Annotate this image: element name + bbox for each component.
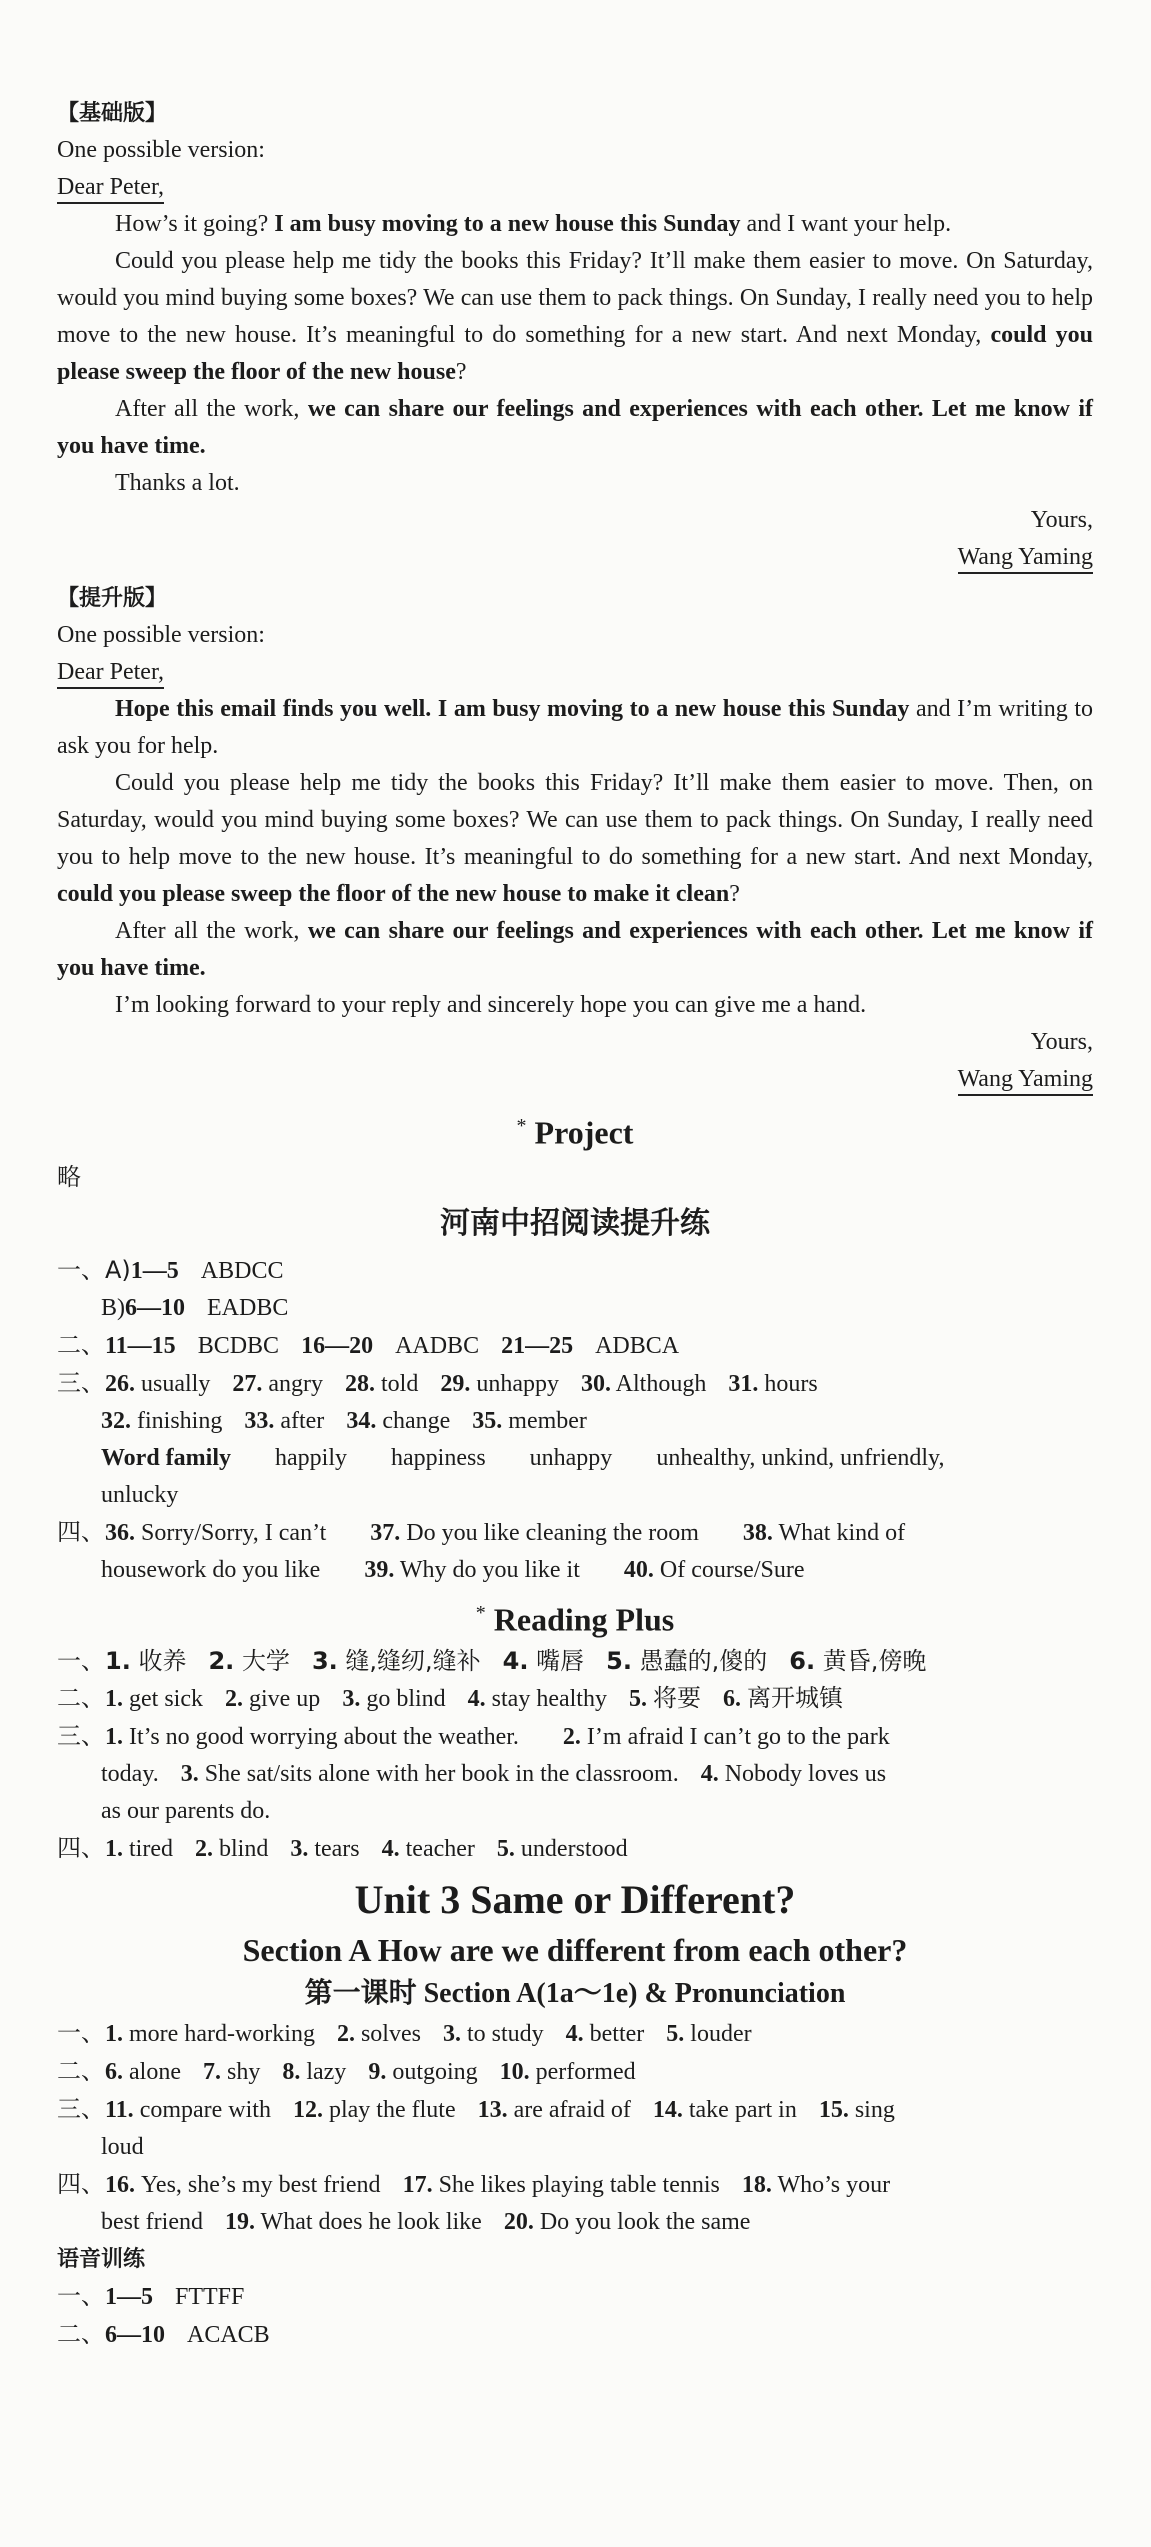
answer-row: 一、1—5 FTTFF (57, 2282, 245, 2311)
answer-row: 三、11. compare with 12. play the flute 13. are afraid of 14. take part in 15. sing (57, 2095, 895, 2124)
answer-row: 二、1. get sick 2. give up 3. go blind 4. stay healthy 5. 将要 6. 离开城镇 (57, 1684, 843, 1713)
section-title: Section A How are we different from each other? (242, 1932, 908, 1969)
closing: Yours, (1030, 1029, 1093, 1055)
version-intro: One possible version: (57, 137, 265, 163)
answer-row: today. 3. She sat/sits alone with her book in the classroom. 4. Nobody loves us (101, 1761, 887, 1788)
salutation (57, 654, 1093, 691)
version-tag-advanced: 【提升版】 (57, 586, 168, 611)
answer-row: as our parents do. (101, 1798, 271, 1825)
version-tag-basic: 【基础版】 (57, 101, 168, 126)
paragraph: I’m looking forward to your reply and sincerely hope you can give me a hand. (115, 992, 867, 1018)
unit-title: Unit 3 Same or Different? (354, 1877, 796, 1923)
phonics-heading: 语音训练 (57, 2247, 146, 2273)
page-content (57, 95, 1093, 2354)
answer-row: housework do you like 39. Why do you like it 40. Of course/Sure (101, 1556, 805, 1583)
salutation-text: Dear Peter, (57, 657, 164, 689)
answer-row: 一、A)1—5 ABDCC (57, 1255, 284, 1284)
paragraph: How’s it going? I am busy moving to a new house this Sunday and I want your help. (115, 211, 952, 237)
answer-row: 四、16. Yes, she’s my best friend 17. She likes playing table tennis 18. Who’s your (57, 2170, 891, 2199)
signature: Wang Yaming (57, 1061, 1093, 1098)
answer-row: B)6—10 EADBC (101, 1294, 289, 1321)
paragraph: Could you please help me tidy the books this Friday? It’ll make them easier to move. On Saturday, would you mind buying some boxes? We can use them to pack things. On Sunday, I really need you to help move to the new house. It’s meaningful to do something for a new start. And next Monday, could you please sweep the floor of the new house? (57, 248, 1093, 385)
answer-row: best friend 19. What does he look like 20. Do you look the same (101, 2209, 751, 2236)
paragraph: After all the work, we can share our feelings and experiences with each other. Let me know if you have time. (57, 918, 1093, 981)
closing: Yours, (1030, 507, 1093, 533)
word-family-row-cont: unlucky (101, 1481, 179, 1508)
paragraph: Could you please help me tidy the books this Friday? It’ll make them easier to move. Then, on Saturday, would you mind buying some boxes? We can use them to pack things. On Sunday, I really need you to help move to the new house. It’s meaningful to do something for a new start. And next Monday, could you please sweep the floor of the new house to make it clean? (57, 770, 1093, 907)
version-intro: One possible version: (57, 622, 265, 648)
answer-row: 四、1. tired 2. blind 3. tears 4. teacher 5. understood (57, 1834, 628, 1863)
lesson-title: 第一课时 Section A(1a～1e) & Pronunciation (304, 1976, 846, 2010)
paragraph: Thanks a lot. (115, 470, 240, 496)
section-heading-project: * Project (516, 1114, 634, 1151)
salutation (57, 169, 1093, 206)
section-heading-reading: 河南中招阅读提升练 (440, 1205, 710, 1241)
salutation-text: Dear Peter, (57, 172, 164, 204)
answer-row: 二、11—15 BCDBC 16—20 AADBC 21—25 ADBCA (57, 1330, 680, 1359)
answer-row: 一、1. more hard-working 2. solves 3. to study 4. better 5. louder (57, 2019, 752, 2048)
signature: Wang Yaming (57, 539, 1093, 576)
paragraph: After all the work, we can share our feelings and experiences with each other. Let me know if you have time. (57, 396, 1093, 459)
section-heading-reading-plus: * Reading Plus (475, 1601, 675, 1638)
answer-row: 二、6. alone 7. shy 8. lazy 9. outgoing 10. performed (57, 2057, 636, 2086)
answer-row: 一、1. 收养 2. 大学 3. 缝,缝纫,缝补 4. 嘴唇 5. 愚蠢的,傻的 6. 黄昏,傍晚 (57, 1647, 927, 1676)
project-note: 略 (57, 1162, 81, 1191)
answer-row: 三、1. It’s no good worrying about the weather. 2. I’m afraid I can’t go to the park (57, 1722, 890, 1751)
word-family-row: Word family happily happiness unhappy unhealthy, unkind, unfriendly, (101, 1444, 945, 1471)
answer-row: 二、6—10 ACACB (57, 2320, 270, 2349)
answer-row: 四、36. Sorry/Sorry, I can’t 37. Do you like cleaning the room 38. What kind of (57, 1517, 906, 1546)
answer-row: 32. finishing 33. after 34. change 35. member (101, 1407, 587, 1434)
answer-row: loud (101, 2134, 144, 2161)
paragraph: Hope this email finds you well. I am busy moving to a new house this Sunday and I’m writing to ask you for help. (57, 696, 1094, 759)
answer-row: 三、26. usually 27. angry 28. told 29. unhappy 30. Although 31. hours (57, 1368, 818, 1397)
